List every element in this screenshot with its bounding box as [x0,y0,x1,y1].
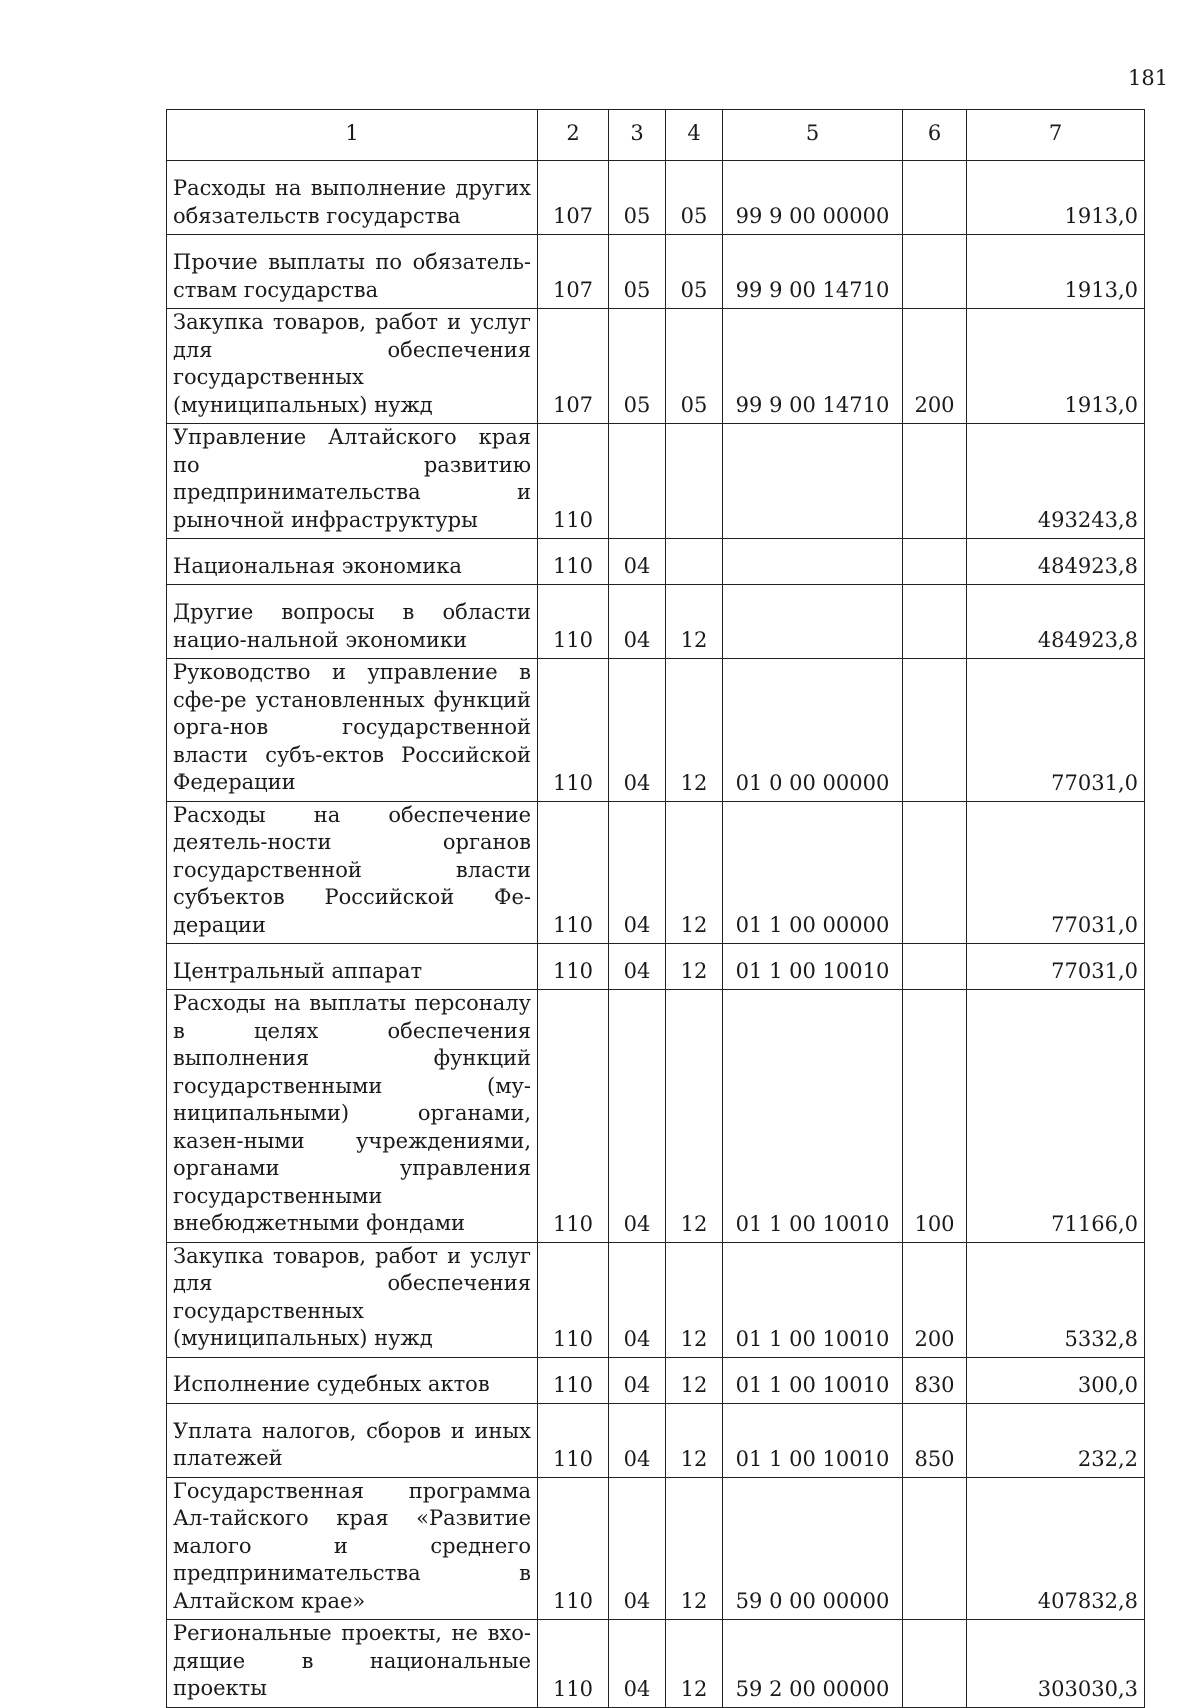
table-row [167,235,1145,309]
cell-target-article: 99 9 00 00000 [723,161,903,235]
cell-subsection [666,424,723,539]
cell-subsection: 05 [666,161,723,235]
cell-section: 04 [609,801,666,944]
cell-ministry: 110 [538,1242,609,1357]
cell-subsection: 05 [666,235,723,309]
cell-section: 04 [609,944,666,990]
cell-amount: 71166,0 [967,990,1145,1243]
row-name: Национальная экономика [167,539,538,585]
cell-ministry: 110 [538,424,609,539]
cell-section: 04 [609,585,666,659]
cell-ministry: 107 [538,309,609,424]
row-name: Расходы на выплаты персоналу в целях обеспечения выполнения функций государственными (му-ниципальными) органами, казен-ными учреждениями, органами управления государственными внебюджетными фондами [167,990,538,1243]
cell-subsection: 12 [666,1620,723,1708]
cell-section: 05 [609,235,666,309]
cell-ministry: 107 [538,235,609,309]
table-row [167,944,1145,990]
table-row [167,424,1145,539]
cell-expense-type [903,944,967,990]
cell-subsection: 12 [666,944,723,990]
cell-target-article [723,585,903,659]
cell-expense-type [903,585,967,659]
table-row [167,1242,1145,1357]
table-row [167,659,1145,802]
cell-section: 04 [609,1620,666,1708]
cell-expense-type: 100 [903,990,967,1243]
cell-amount: 77031,0 [967,944,1145,990]
cell-target-article: 01 1 00 10010 [723,990,903,1243]
row-name: Расходы на выполнение других обязательств государства [167,161,538,235]
cell-amount: 232,2 [967,1403,1145,1477]
table-row [167,161,1145,235]
page-number: 181 [1128,66,1169,90]
row-name: Другие вопросы в области нацио-нальной экономики [167,585,538,659]
cell-subsection: 12 [666,585,723,659]
cell-subsection: 12 [666,1357,723,1403]
cell-subsection: 12 [666,990,723,1243]
cell-target-article: 01 0 00 00000 [723,659,903,802]
cell-section [609,424,666,539]
cell-amount: 1913,0 [967,235,1145,309]
cell-amount: 484923,8 [967,585,1145,659]
header-cell: 5 [723,110,903,161]
cell-section: 05 [609,309,666,424]
cell-ministry: 110 [538,539,609,585]
header-cell: 7 [967,110,1145,161]
cell-amount: 1913,0 [967,161,1145,235]
cell-expense-type [903,539,967,585]
row-name: Управление Алтайского края по развитию предпринимательства и рыночной инфраструктуры [167,424,538,539]
header-cell: 2 [538,110,609,161]
cell-section: 04 [609,1477,666,1620]
cell-amount: 77031,0 [967,801,1145,944]
cell-section: 05 [609,161,666,235]
cell-subsection: 12 [666,1242,723,1357]
table-row [167,585,1145,659]
cell-subsection: 12 [666,1403,723,1477]
cell-target-article: 99 9 00 14710 [723,309,903,424]
cell-section: 04 [609,1242,666,1357]
cell-amount: 493243,8 [967,424,1145,539]
table-row [167,309,1145,424]
cell-expense-type [903,161,967,235]
header-cell: 3 [609,110,666,161]
table-row [167,801,1145,944]
header-cell: 1 [167,110,538,161]
cell-ministry: 110 [538,585,609,659]
cell-ministry: 110 [538,1620,609,1708]
table-row [167,539,1145,585]
row-name: Расходы на обеспечение деятель-ности органов государственной власти субъектов Российской Фе-дерации [167,801,538,944]
cell-ministry: 110 [538,990,609,1243]
cell-subsection [666,539,723,585]
table-row [167,990,1145,1243]
cell-ministry: 110 [538,1403,609,1477]
cell-expense-type [903,1477,967,1620]
cell-target-article [723,539,903,585]
table-row [167,1403,1145,1477]
cell-expense-type [903,424,967,539]
cell-amount: 407832,8 [967,1477,1145,1620]
cell-expense-type: 200 [903,309,967,424]
cell-ministry: 110 [538,944,609,990]
cell-expense-type [903,659,967,802]
cell-target-article: 59 0 00 00000 [723,1477,903,1620]
table-row [167,1620,1145,1708]
row-name: Региональные проекты, не вхо-дящие в национальные проекты [167,1620,538,1708]
cell-section: 04 [609,659,666,802]
row-name: Закупка товаров, работ и услуг для обеспечения государственных (муниципальных) нужд [167,309,538,424]
cell-ministry: 107 [538,161,609,235]
cell-section: 04 [609,1403,666,1477]
cell-subsection: 12 [666,801,723,944]
header-cell: 4 [666,110,723,161]
table-row [167,1357,1145,1403]
cell-expense-type: 200 [903,1242,967,1357]
row-name: Уплата налогов, сборов и иных платежей [167,1403,538,1477]
cell-amount: 1913,0 [967,309,1145,424]
row-name: Руководство и управление в сфе-ре установленных функций орга-нов государственной власти субъ-ектов Российской Федерации [167,659,538,802]
cell-target-article: 01 1 00 00000 [723,801,903,944]
cell-target-article: 01 1 00 10010 [723,1403,903,1477]
cell-target-article: 59 2 00 00000 [723,1620,903,1708]
cell-ministry: 110 [538,1477,609,1620]
table-row [167,1477,1145,1620]
cell-target-article [723,424,903,539]
cell-amount: 303030,3 [967,1620,1145,1708]
row-name: Исполнение судебных актов [167,1357,538,1403]
cell-subsection: 12 [666,659,723,802]
cell-ministry: 110 [538,1357,609,1403]
cell-section: 04 [609,1357,666,1403]
header-row [167,110,1145,161]
cell-target-article: 99 9 00 14710 [723,235,903,309]
cell-expense-type [903,1620,967,1708]
cell-section: 04 [609,539,666,585]
cell-expense-type [903,801,967,944]
cell-target-article: 01 1 00 10010 [723,1242,903,1357]
cell-target-article: 01 1 00 10010 [723,944,903,990]
header-cell: 6 [903,110,967,161]
cell-target-article: 01 1 00 10010 [723,1357,903,1403]
row-name: Прочие выплаты по обязатель-ствам государства [167,235,538,309]
cell-subsection: 12 [666,1477,723,1620]
cell-expense-type: 850 [903,1403,967,1477]
row-name: Центральный аппарат [167,944,538,990]
cell-subsection: 05 [666,309,723,424]
cell-expense-type [903,235,967,309]
cell-amount: 300,0 [967,1357,1145,1403]
cell-amount: 5332,8 [967,1242,1145,1357]
cell-ministry: 110 [538,659,609,802]
cell-amount: 484923,8 [967,539,1145,585]
cell-ministry: 110 [538,801,609,944]
cell-expense-type: 830 [903,1357,967,1403]
row-name: Государственная программа Ал-тайского края «Развитие малого и среднего предпринимательства в Алтайском крае» [167,1477,538,1620]
cell-amount: 77031,0 [967,659,1145,802]
budget-table [166,109,1145,1708]
cell-section: 04 [609,990,666,1243]
row-name: Закупка товаров, работ и услуг для обеспечения государственных (муниципальных) нужд [167,1242,538,1357]
